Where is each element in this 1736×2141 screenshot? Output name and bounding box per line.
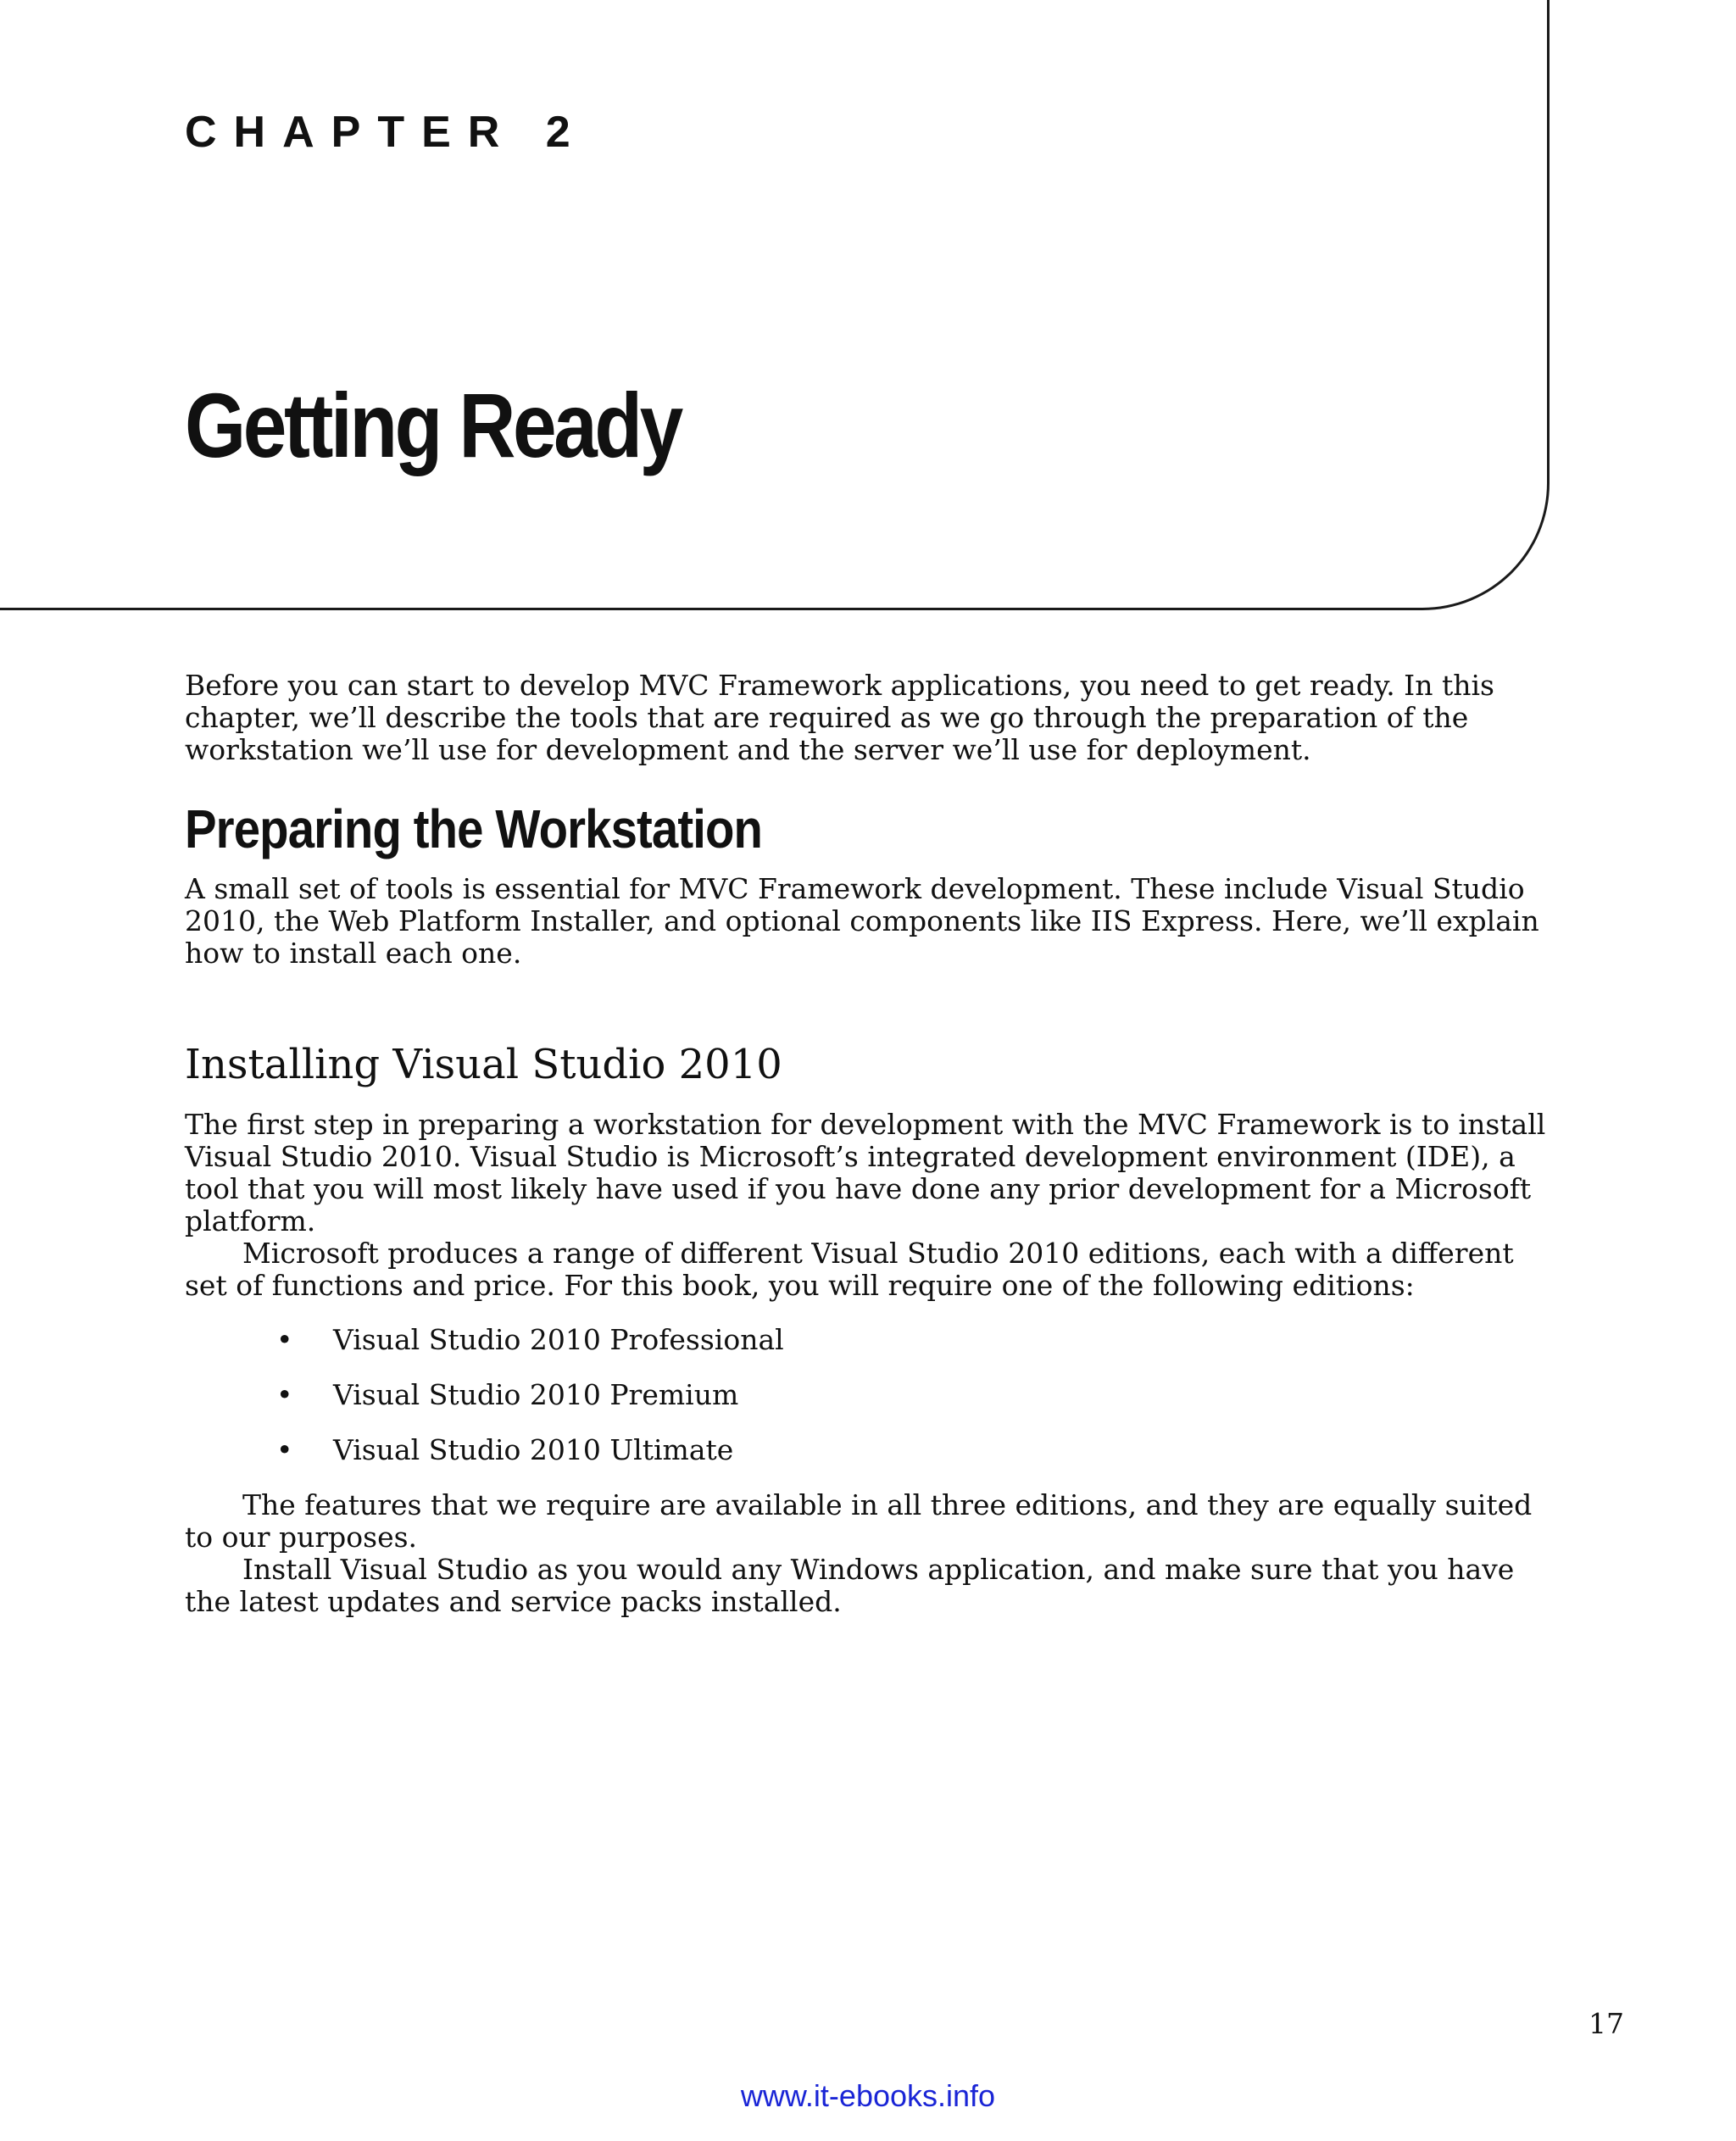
- subsection-paragraph-1: The first step in preparing a workstation for development with the MVC Framework is to install Visual Studio 2010. Visual Studio is Microsoft’s integrated development environment (IDE), a tool that you will most likely have used if you have done any prior development for a Microsoft platform.: [185, 1108, 1546, 1237]
- intro-paragraph: Before you can start to develop MVC Framework applications, you need to get ready. In this chapter, we’ll describe the tools that are required as we go through the preparation of the workstation we’ll use for development and the server we’ll use for deployment.: [185, 669, 1494, 766]
- subsection-heading: Installing Visual Studio 2010: [185, 1041, 782, 1088]
- list-item: [185, 1324, 1558, 1356]
- bullet-icon: •: [276, 1323, 293, 1356]
- page-body: [185, 670, 1558, 1618]
- page-number: 17: [1589, 2007, 1624, 2040]
- edition-label: Visual Studio 2010 Professional: [333, 1323, 784, 1356]
- edition-label: Visual Studio 2010 Premium: [333, 1378, 739, 1411]
- footer-link[interactable]: www.it-ebooks.info: [740, 2078, 996, 2113]
- section-heading: Preparing the Workstation: [185, 798, 763, 859]
- subsection-paragraph-2: Microsoft produces a range of different Visual Studio 2010 editions, each with a different set of functions and price. For this book, you will require one of the following editions:: [185, 1237, 1514, 1302]
- chapter-header-frame: [0, 0, 1550, 610]
- edition-label: Visual Studio 2010 Ultimate: [333, 1433, 734, 1466]
- list-item: [185, 1379, 1558, 1411]
- list-item: [185, 1434, 1558, 1466]
- subsection-paragraph-4: Install Visual Studio as you would any Windows application, and make sure that you have the latest updates and service packs installed.: [185, 1553, 1515, 1618]
- bullet-icon: •: [276, 1378, 293, 1411]
- subsection-paragraph-3: The features that we require are available in all three editions, and they are equally suited to our purposes.: [185, 1488, 1533, 1554]
- section-paragraph: A small set of tools is essential for MVC Framework development. These include Visual Studio 2010, the Web Platform Installer, and optional components like IIS Express. Here, we’ll explain how to install each one.: [185, 872, 1539, 970]
- chapter-title: Getting Ready: [185, 374, 681, 476]
- bullet-icon: •: [276, 1433, 293, 1466]
- chapter-label: CHAPTER 2: [185, 108, 587, 157]
- editions-list: [185, 1324, 1558, 1466]
